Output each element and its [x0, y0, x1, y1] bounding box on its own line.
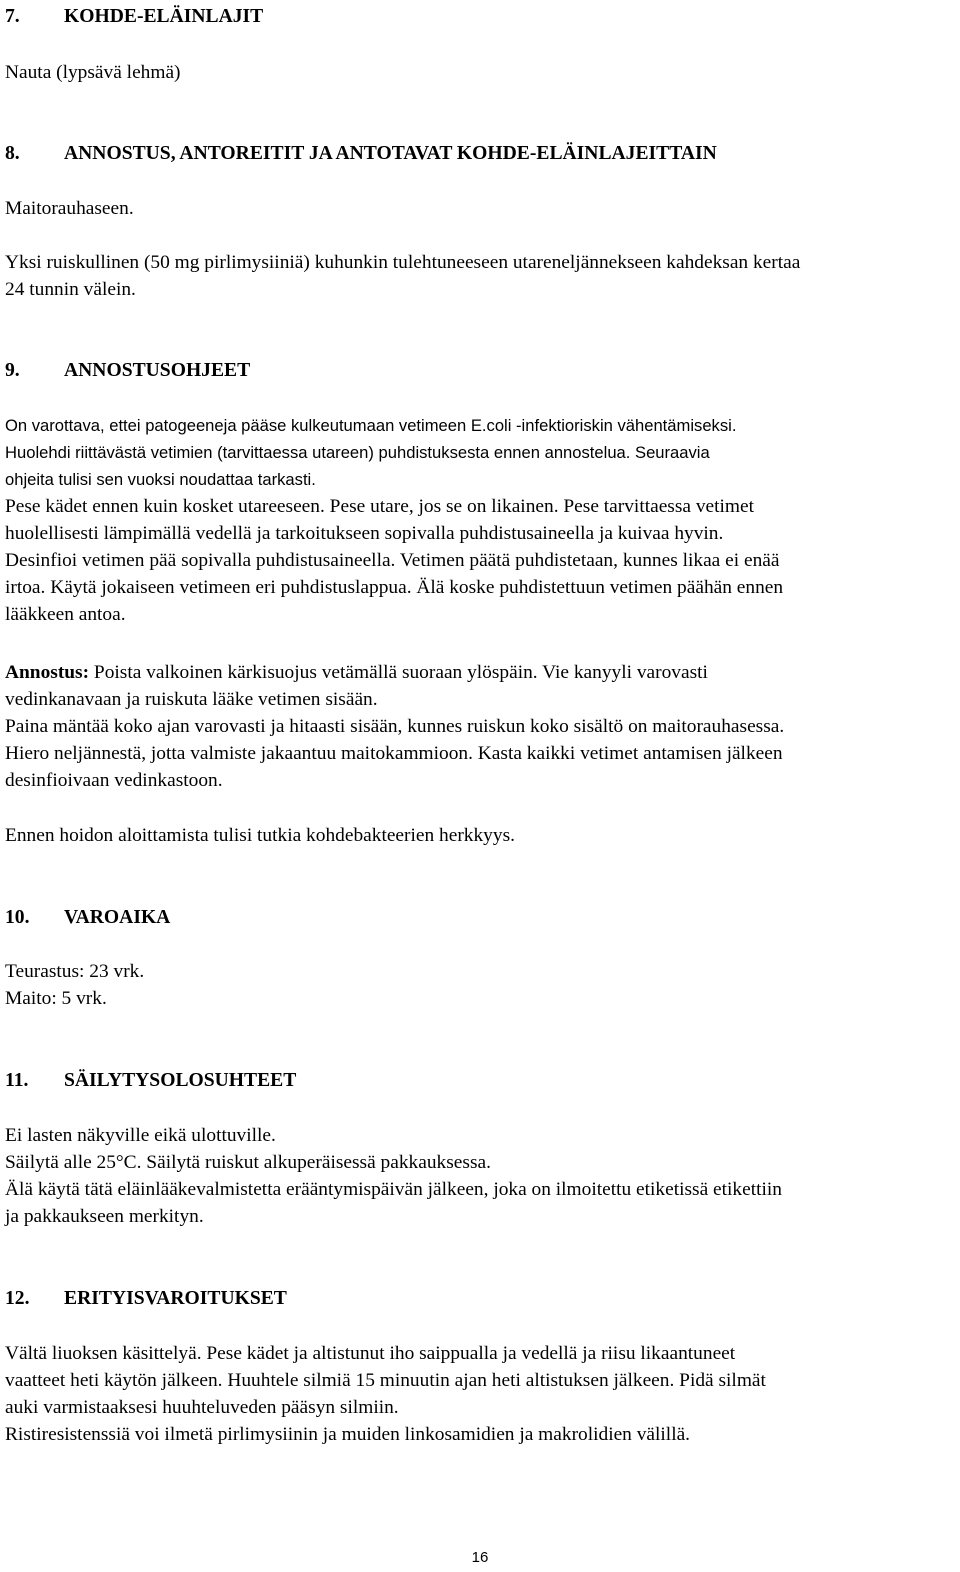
section-9-title: ANNOSTUSOHJEET — [64, 360, 251, 381]
section-11-storage — [5, 1122, 957, 1230]
withdrawal-slaughter: Teurastus: 23 vrk. — [5, 961, 145, 982]
dosage-first-line — [5, 659, 957, 686]
section-8-number: 8. — [5, 143, 20, 164]
warning-line: Vältä liuoksen käsittelyä. Pese kädet ja altistunut iho saippualla ja vedellä ja riisu likaantuneet — [5, 1343, 736, 1364]
section-9-number: 9. — [5, 360, 20, 381]
warning-line: vaatteet heti käytön jälkeen. Huuhtele silmiä 15 minuutin ajan heti altistuksen jälkeen. Pidä silmät — [5, 1370, 766, 1391]
section-9-instructions — [5, 412, 957, 628]
section-10-title: VAROAIKA — [64, 907, 171, 928]
section-7-number: 7. — [5, 6, 20, 27]
section-10-heading — [5, 904, 957, 931]
section-8-dose-line: Yksi ruiskullinen (50 mg pirlimysiiniä) kuhunkin tulehtuneeseen utareneljännekseen kahdeksan kertaa — [5, 252, 801, 273]
instruction-line: Pese kädet ennen kuin kosket utareeseen. Pese utare, jos se on likainen. Pese tarvittaessa vetimet — [5, 496, 755, 517]
instruction-line: Desinfioi vetimen pää sopivalla puhdistusaineella. Vetimen päätä puhdistetaan, kunnes likaa ei enää — [5, 550, 780, 571]
instruction-line: Huolehdi riittävästä vetimien (tarvittaessa utareen) puhdistuksesta ennen annostelua. Seuraavia — [5, 443, 710, 462]
instruction-line: lääkkeen antoa. — [5, 604, 126, 625]
section-11-title: SÄILYTYSOLOSUHTEET — [64, 1070, 297, 1091]
storage-line: Ei lasten näkyville eikä ulottuville. — [5, 1125, 276, 1146]
section-8-dose — [5, 249, 957, 303]
storage-line: Älä käytä tätä eläinlääkevalmistetta erääntymispäivän jälkeen, joka on ilmoitettu etiketissä etikettiin — [5, 1179, 782, 1200]
storage-line: Säilytä alle 25°C. Säilytä ruiskut alkuperäisessä pakkauksessa. — [5, 1152, 491, 1173]
instruction-line: ohjeita tulisi sen vuoksi noudattaa tarkasti. — [5, 470, 316, 489]
section-10-withdrawal — [5, 958, 957, 1012]
dosage-line: Paina mäntää koko ajan varovasti ja hitaasti sisään, kunnes ruiskun koko sisältö on maitorauhasessa. — [5, 716, 785, 737]
section-12-heading — [5, 1285, 957, 1312]
section-7-title: KOHDE-ELÄINLAJIT — [64, 6, 264, 27]
instruction-line: huolellisesti lämpimällä vedellä ja tarkoitukseen sopivalla puhdistusaineella ja kuivaa hyvin. — [5, 523, 724, 544]
section-9-sensitivity: Ennen hoidon aloittamista tulisi tutkia kohdebakteerien herkkyys. — [5, 825, 515, 846]
section-8-route: Maitorauhaseen. — [5, 198, 134, 219]
section-12-number: 12. — [5, 1288, 30, 1309]
instruction-line: On varottava, ettei patogeeneja pääse kulkeutumaan vetimeen E.coli -infektioriskin vähentämiseksi. — [5, 416, 737, 435]
section-10-number: 10. — [5, 907, 30, 928]
dosage-line: vedinkanavaan ja ruiskuta lääke vetimen sisään. — [5, 689, 378, 710]
section-8-dose-line: 24 tunnin välein. — [5, 279, 136, 300]
withdrawal-milk: Maito: 5 vrk. — [5, 988, 107, 1009]
instruction-line: irtoa. Käytä jokaiseen vetimeen eri puhdistuslappua. Älä koske puhdistettuun vetimen päähän ennen — [5, 577, 784, 598]
dosage-text: Poista valkoinen kärkisuojus vetämällä suoraan ylöspäin. Vie kanyyli varovasti — [89, 662, 708, 683]
section-8-heading — [5, 140, 957, 167]
dosage-line: Hiero neljännestä, jotta valmiste jakaantuu maitokammioon. Kasta kaikki vetimet antamisen jälkeen — [5, 743, 783, 764]
section-11-number: 11. — [5, 1070, 29, 1091]
section-11-heading — [5, 1067, 957, 1094]
dosage-label: Annostus: — [5, 662, 90, 683]
page-number: 16 — [471, 1549, 489, 1566]
section-7-heading — [5, 3, 957, 30]
section-7-text: Nauta (lypsävä lehmä) — [5, 62, 181, 83]
section-12-title: ERITYISVAROITUKSET — [64, 1288, 287, 1309]
section-9-dosage — [5, 659, 957, 794]
section-9-heading — [5, 357, 957, 384]
section-8-title: ANNOSTUS, ANTOREITIT JA ANTOTAVAT KOHDE-ELÄINLAJEITTAIN — [64, 143, 717, 164]
dosage-line: desinfioivaan vedinkastoon. — [5, 770, 223, 791]
section-12-warnings — [5, 1340, 957, 1448]
warning-line: auki varmistaaksesi huuhteluveden pääsyn silmiin. — [5, 1397, 399, 1418]
warning-line: Ristiresistenssiä voi ilmetä pirlimysiinin ja muiden linkosamidien ja makrolidien välillä. — [5, 1424, 691, 1445]
storage-line: ja pakkaukseen merkityn. — [5, 1206, 204, 1227]
